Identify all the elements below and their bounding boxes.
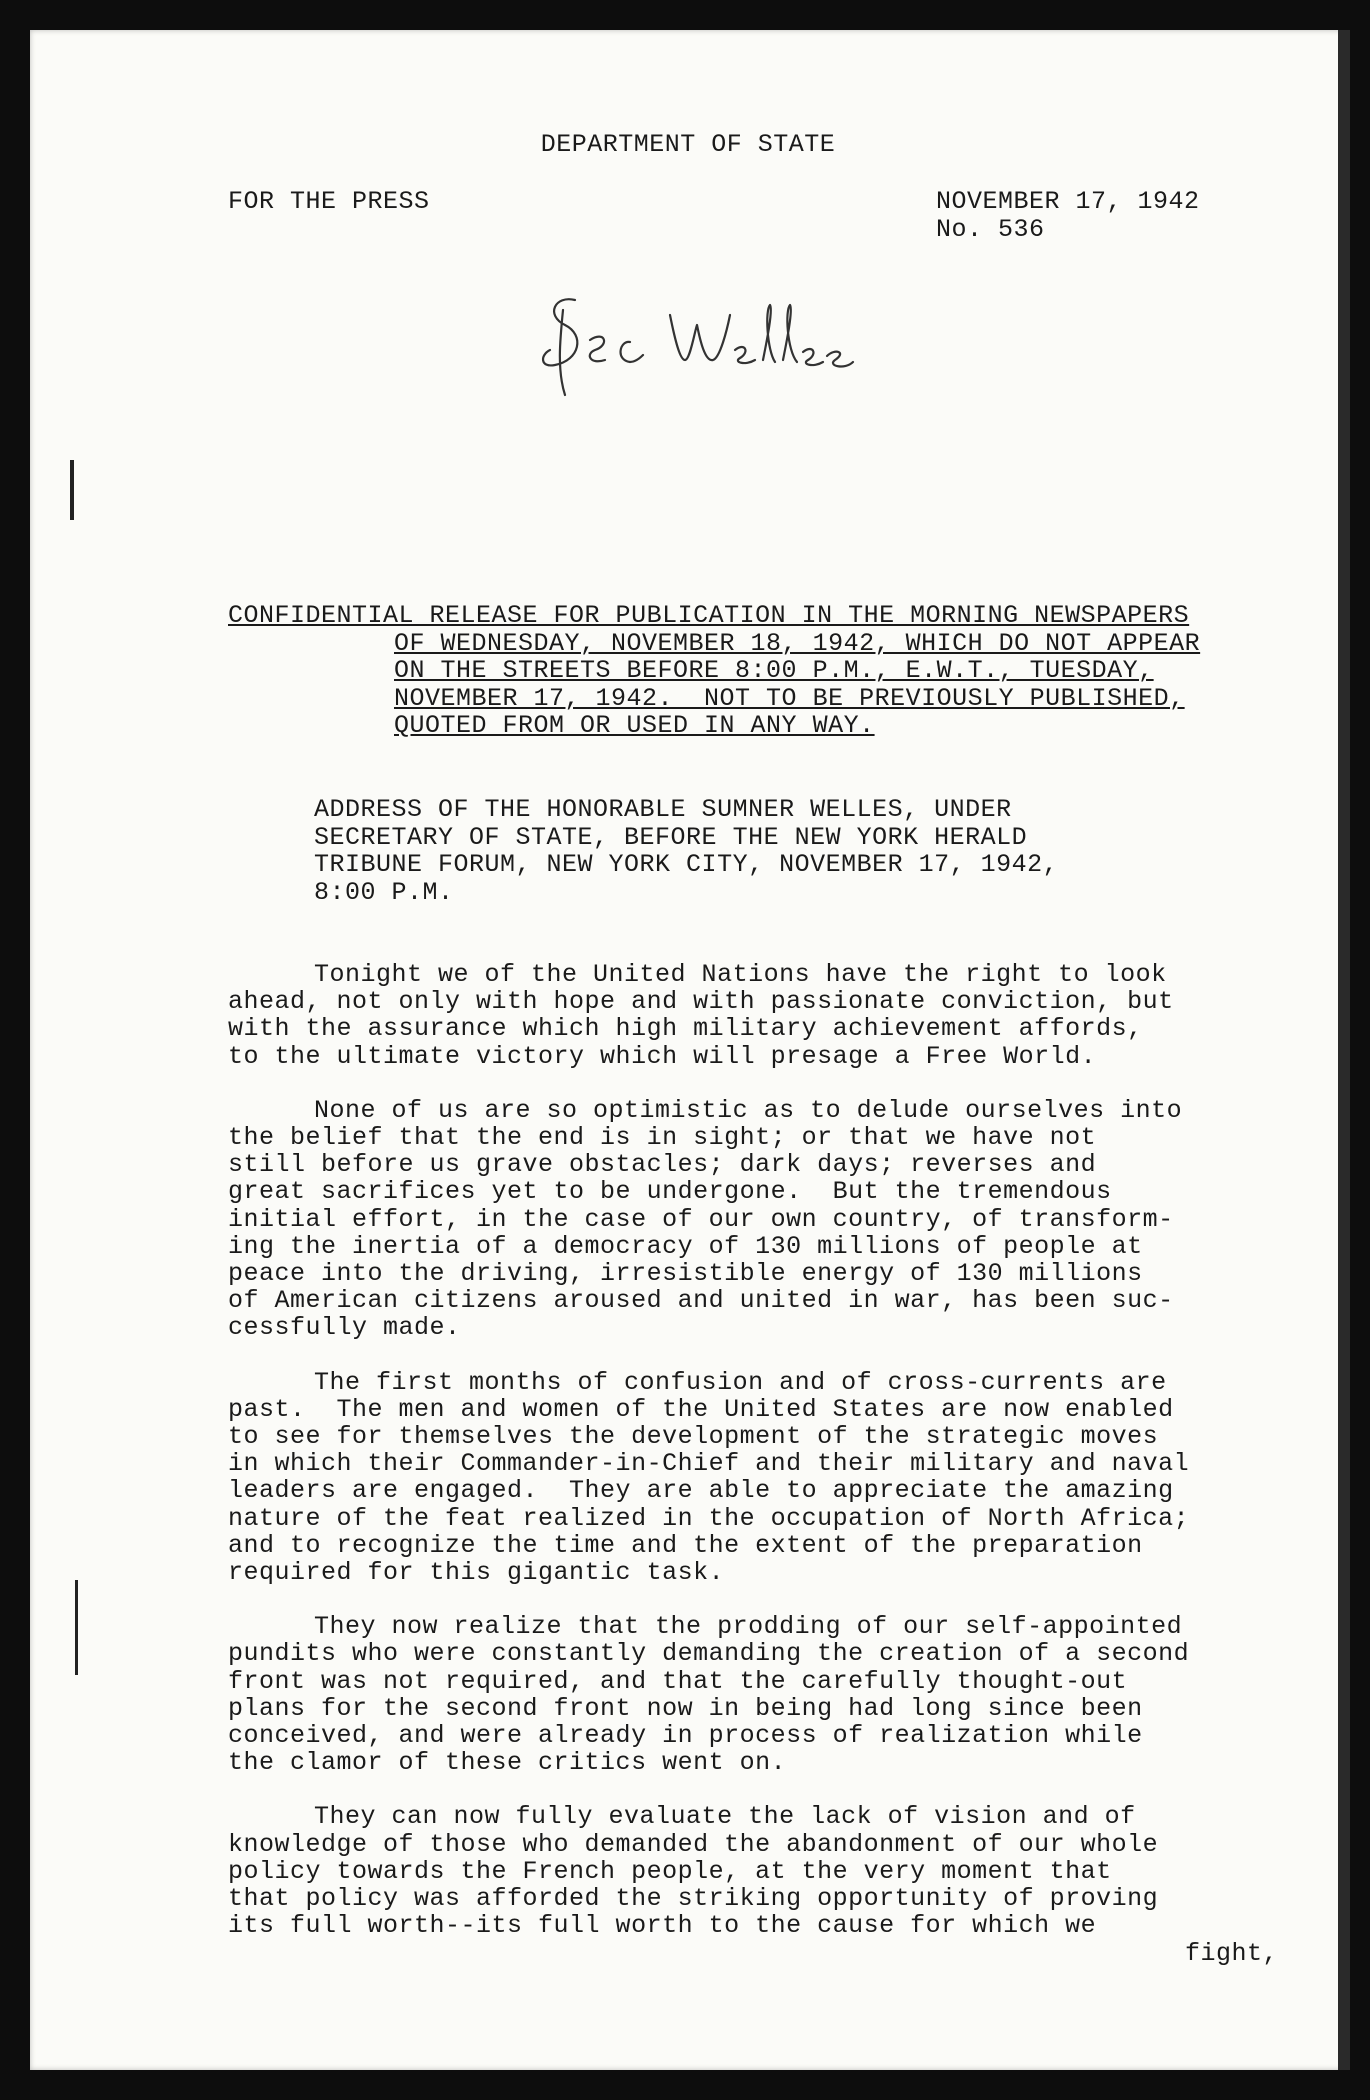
continuation-word: fight, [1184,1938,1278,1968]
text-line: leaders are engaged. They are able to appreciate the amazing [228,1476,1174,1506]
page-edge [1338,30,1350,2070]
release-line: NOVEMBER 17, 1942. NOT TO BE PREVIOUSLY PUBLISHED, [394,683,1185,713]
text-line: past. The men and women of the United States are now enabled [228,1394,1174,1424]
text-line: Tonight we of the United Nations have the right to look [314,960,1167,989]
margin-mark [75,1580,78,1675]
text-line: None of us are so optimistic as to delude ourselves into [314,1095,1183,1125]
address-title [314,796,1058,906]
text-line: with the assurance which high military achievement affords, [228,1014,1143,1044]
release-date: NOVEMBER 17, 1942 [936,187,1200,216]
text-line: pundits who were constantly demanding the creation of a second [228,1639,1190,1669]
paragraph [228,1803,1278,1966]
department-heading: DEPARTMENT OF STATE [540,130,836,159]
address-line: SECRETARY OF STATE, BEFORE THE NEW YORK HERALD [314,822,1028,852]
text-line: great sacrifices yet to be undergone. But the tremendous [228,1177,1112,1207]
release-line: ON THE STREETS BEFORE 8:00 P.M., E.W.T., TUESDAY, [394,656,1154,685]
address-line: ADDRESS OF THE HONORABLE SUMNER WELLES, UNDER [314,795,1012,824]
address-line: 8:00 P.M. [314,877,454,907]
text-line: still before us grave obstacles; dark days; reverses and [228,1150,1097,1180]
text-line: peace into the driving, irresistible energy of 130 millions [228,1259,1143,1289]
release-notice [228,602,1200,740]
paragraph [228,961,1278,1070]
text-line: initial effort, in the case of our own country, of transform- [228,1204,1174,1234]
text-line: front was not required, and that the carefully thought-out [228,1666,1128,1696]
for-press-label: FOR THE PRESS [228,187,430,216]
text-line: nature of the feat realized in the occupation of North Africa; [228,1503,1190,1533]
release-line: CONFIDENTIAL RELEASE FOR PUBLICATION IN THE MORNING NEWSPAPERS [228,601,1190,630]
text-line: to see for themselves the development of the strategic moves [228,1422,1159,1452]
text-line: its full worth--its full worth to the cause for which we [228,1911,1097,1941]
release-number: No. 536 [936,215,1045,244]
margin-mark [70,460,74,520]
release-line: QUOTED FROM OR USED IN ANY WAY. [394,711,875,740]
text-line: knowledge of those who demanded the abandonment of our whole [228,1829,1159,1859]
speech-body [228,961,1278,1967]
text-line: policy towards the French people, at the very moment that [228,1856,1112,1886]
address-line: TRIBUNE FORUM, NEW YORK CITY, NOVEMBER 17, 1942, [314,850,1059,879]
text-line: The first months of confusion and of cross-currents are [314,1367,1167,1397]
paragraph [228,1097,1278,1342]
text-line: required for this gigantic task. [228,1558,725,1588]
text-line: ing the inertia of a democracy of 130 millions of people at [228,1231,1143,1261]
handwritten-note [535,270,875,410]
text-line: They now realize that the prodding of our self-appointed [314,1612,1183,1642]
text-line: plans for the second front now in being had long since been [228,1693,1143,1723]
text-line: to the ultimate victory which will presage a Free World. [228,1041,1097,1071]
text-line: in which their Commander-in-Chief and their military and naval [228,1449,1190,1479]
text-line: ahead, not only with hope and with passionate conviction, but [228,987,1174,1017]
text-line: the clamor of these critics went on. [228,1748,787,1778]
text-line: cessfully made. [228,1313,461,1343]
release-line: OF WEDNESDAY, NOVEMBER 18, 1942, WHICH DO NOT APPEAR [394,628,1201,658]
text-line: the belief that the end is in sight; or that we have not [228,1123,1097,1153]
paragraph [228,1369,1278,1587]
text-line: They can now fully evaluate the lack of vision and of [314,1802,1136,1832]
document-page [30,30,1346,2070]
text-line: conceived, and were already in process of realization while [228,1721,1143,1751]
text-line: of American citizens aroused and united in war, has been suc- [228,1286,1174,1316]
text-line: that policy was afforded the striking opportunity of proving [228,1884,1159,1914]
paragraph [228,1613,1278,1776]
text-line: and to recognize the time and the extent of the preparation [228,1530,1143,1560]
